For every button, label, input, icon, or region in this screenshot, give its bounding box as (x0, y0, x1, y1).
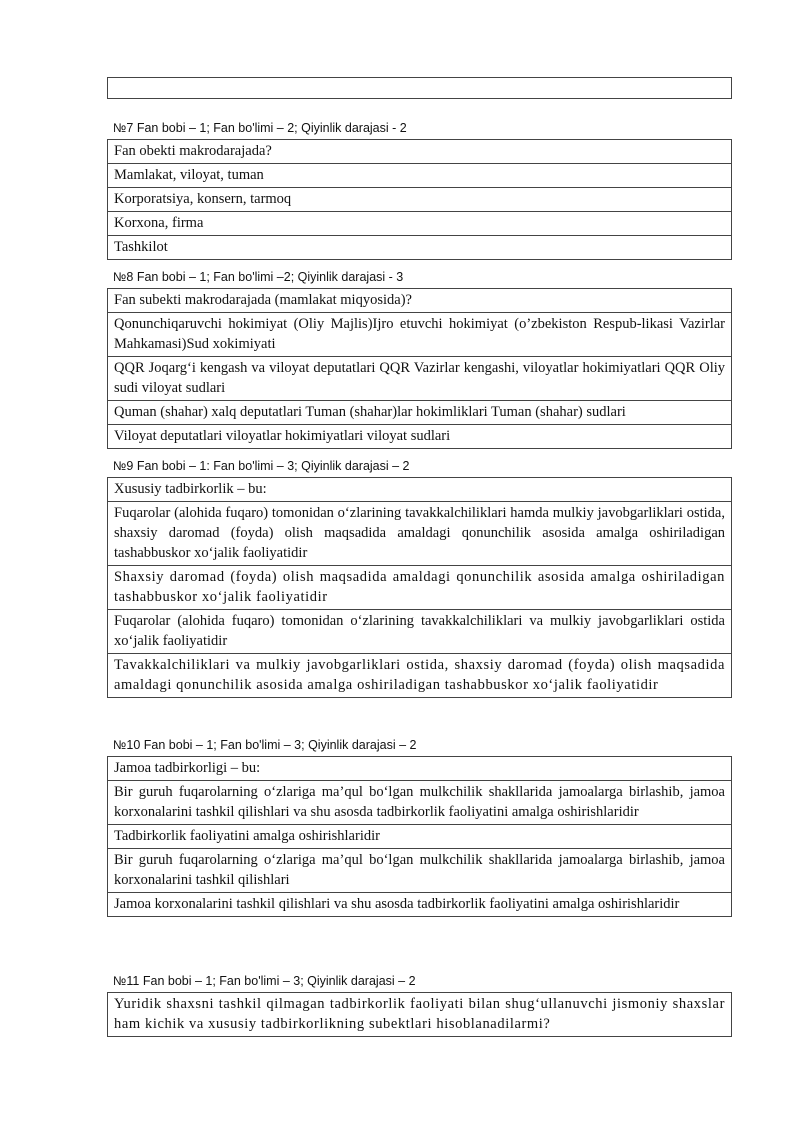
answer-row (108, 502, 732, 566)
answer-row (108, 610, 732, 654)
answer-row (108, 164, 732, 188)
answer-option: Tashkilot (108, 236, 732, 260)
question-block-10 (107, 737, 732, 917)
question-table (107, 756, 732, 917)
question-text: Fan subekti makrodarajada (mamlakat miqyosida)? (108, 289, 732, 313)
answer-row (108, 212, 732, 236)
question-header: №7 Fan bobi – 1; Fan bo'limi – 2; Qiyinlik darajasi - 2 (113, 121, 407, 135)
question-block-9 (107, 458, 732, 698)
answer-row (108, 781, 732, 825)
question-table (107, 139, 732, 260)
question-header: №11 Fan bobi – 1; Fan bo'limi – 3; Qiyinlik darajasi – 2 (113, 974, 416, 988)
answer-option: Bir guruh fuqarolarning oʻzlariga ma’qul boʻlgan mulkchilik shakllarida jamoalarga birlashib, jamoa korxonalarini tashkil qilishlari va shu asosda tadbirkorlik faoliyatini amalga oshirishlaridir (108, 781, 732, 825)
answer-option: Quman (shahar) xalq deputatlari Tuman (shahar)lar hokimliklari Tuman (shahar) sudlari (108, 401, 732, 425)
answer-row (108, 357, 732, 401)
question-row (108, 757, 732, 781)
answer-option: Korporatsiya, konsern, tarmoq (108, 188, 732, 212)
question-text: Jamoa tadbirkorligi – bu: (108, 757, 732, 781)
question-header: №10 Fan bobi – 1; Fan bo'limi – 3; Qiyinlik darajasi – 2 (113, 738, 417, 752)
question-block-11 (107, 973, 732, 1037)
answer-option: Jamoa korxonalarini tashkil qilishlari va shu asosda tadbirkorlik faoliyatini amalga oshirishlaridir (108, 893, 732, 917)
answer-option: Tavakkalchiliklari va mulkiy javobgarliklari ostida, shaxsiy daromad (foyda) olish maqsadida amaldagi qonunchilik asosida amalga oshiriladigan tashabbuskor xoʻjalik faoliyatidir (108, 654, 732, 698)
answer-row (108, 236, 732, 260)
question-block-7 (107, 120, 732, 260)
answer-row (108, 313, 732, 357)
answer-option: Bir guruh fuqarolarning oʻzlariga ma’qul boʻlgan mulkchilik shakllarida jamoalarga birlashib, jamoa korxonalarini tashkil qilishlari (108, 849, 732, 893)
empty-table-cell (107, 77, 732, 99)
question-text: Yuridik shaxsni tashkil qilmagan tadbirkorlik faoliyati bilan shugʻullanuvchi jismoniy shaxslar ham kichik va xususiy tadbirkorlikning subektlari hisoblanadilarmi? (108, 993, 732, 1037)
question-text: Xususiy tadbirkorlik – bu: (108, 478, 732, 502)
question-block-8 (107, 269, 732, 449)
answer-row (108, 566, 732, 610)
answer-option: Korxona, firma (108, 212, 732, 236)
question-table (107, 288, 732, 449)
answer-row (108, 425, 732, 449)
question-row (108, 289, 732, 313)
answer-option: Tadbirkorlik faoliyatini amalga oshirishlaridir (108, 825, 732, 849)
question-row (108, 140, 732, 164)
answer-option: Mamlakat, viloyat, tuman (108, 164, 732, 188)
question-header: №9 Fan bobi – 1: Fan bo'limi – 3; Qiyinlik darajasi – 2 (113, 459, 410, 473)
answer-row (108, 849, 732, 893)
answer-option: Fuqarolar (alohida fuqaro) tomonidan oʻzlarining tavakkalchiliklari hamda mulkiy javobgarliklari ostida, shaxsiy daromad (foyda) olish maqsadida amaldagi qonunchilik asosida amalga oshiriladigan tashabbuskor xoʻjalik faoliyatidir (108, 502, 732, 566)
question-row (108, 478, 732, 502)
answer-option: Shaxsiy daromad (foyda) olish maqsadida amaldagi qonunchilik asosida amalga oshiriladigan tashabbuskor xoʻjalik faoliyatidir (108, 566, 732, 610)
answer-option: Fuqarolar (alohida fuqaro) tomonidan oʻzlarining tavakkalchiliklari va mulkiy javobgarliklari ostida xoʻjalik faoliyatidir (108, 610, 732, 654)
answer-row (108, 401, 732, 425)
answer-row (108, 654, 732, 698)
answer-row (108, 893, 732, 917)
answer-option: QQR Joqargʻi kengash va viloyat deputatlari QQR Vazirlar kengashi, viloyatlar hokimiyatlari QQR Oliy sudi viloyat sudlari (108, 357, 732, 401)
answer-option: Viloyat deputatlari viloyatlar hokimiyatlari viloyat sudlari (108, 425, 732, 449)
answer-row (108, 188, 732, 212)
question-text: Fan obekti makrodarajada? (108, 140, 732, 164)
question-table (107, 992, 732, 1037)
question-header: №8 Fan bobi – 1; Fan bo'limi –2; Qiyinlik darajasi - 3 (113, 270, 404, 284)
question-table (107, 477, 732, 698)
question-row (108, 993, 732, 1037)
answer-row (108, 825, 732, 849)
answer-option: Qonunchiqaruvchi hokimiyat (Oliy Majlis)Ijro etuvchi hokimiyat (o’zbekiston Respub-likasi Vazirlar Mahkamasi)Sud xokimiyati (108, 313, 732, 357)
